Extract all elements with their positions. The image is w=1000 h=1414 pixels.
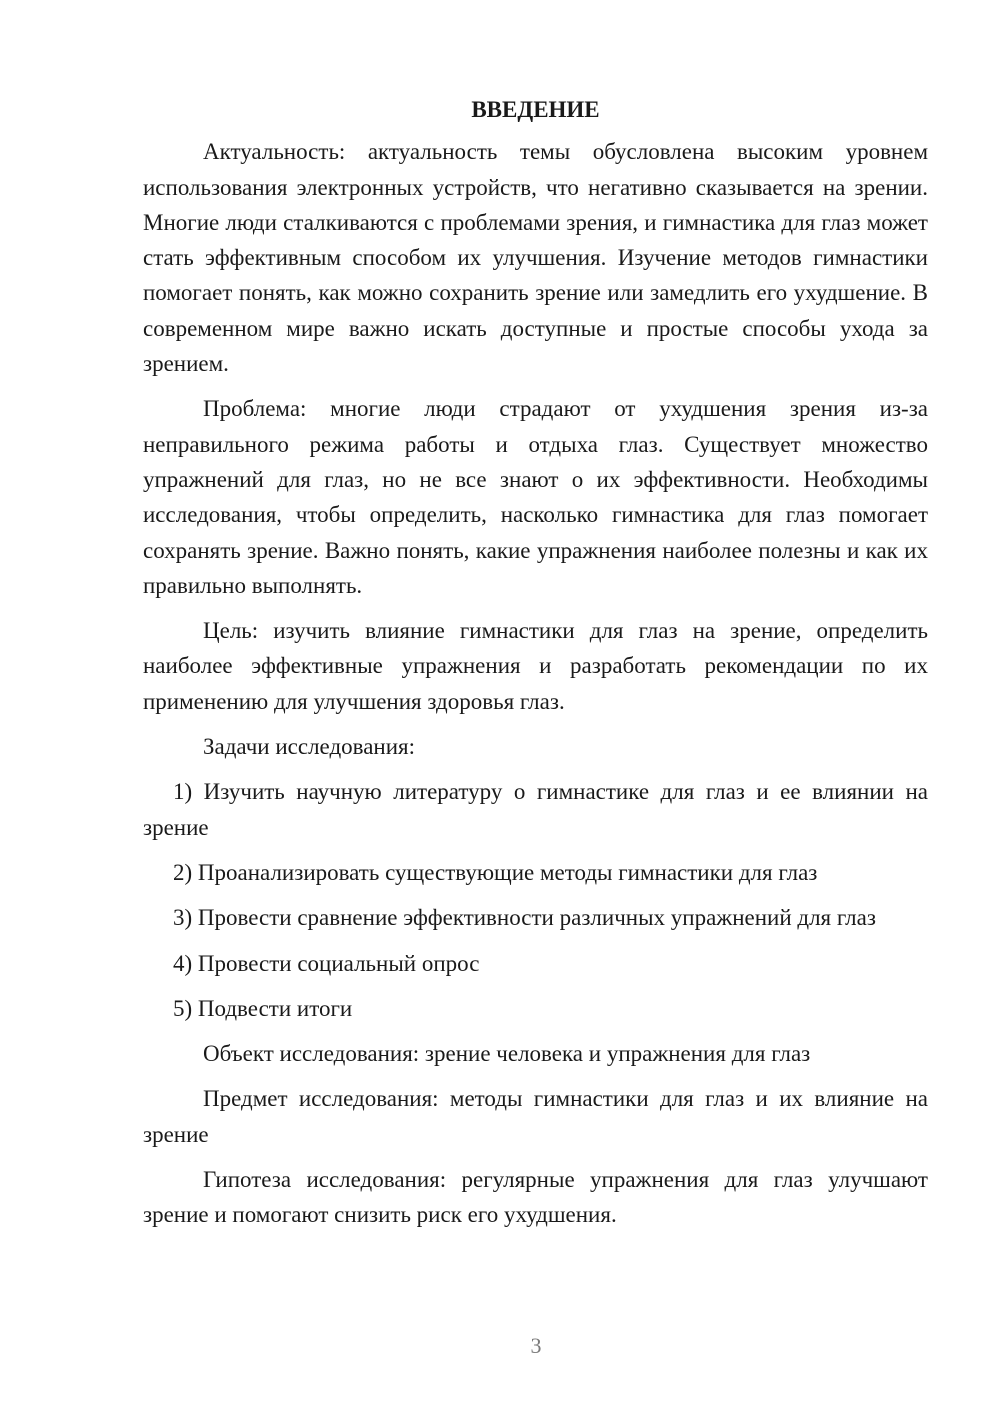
task-item-2: 2) Проанализировать существующие методы гимнастики для глаз — [173, 859, 818, 885]
paragraph-subject: Предмет исследования: методы гимнастики для глаз и их влияние на зрение — [143, 1086, 928, 1147]
paragraph-goal: Цель: изучить влияние гимнастики для глаз на зрение, определить наиболее эффективные упражнения и разработать рекомендации по их применению для улучшения здоровья глаз. — [143, 618, 928, 714]
tasks-heading: Задачи исследования: — [203, 734, 416, 760]
task-item-3: 3) Провести сравнение эффективности различных упражнений для глаз — [173, 905, 876, 931]
task-item-4: 4) Провести социальный опрос — [173, 950, 480, 976]
document-body — [143, 92, 928, 1233]
paragraph-problem: Проблема: многие люди страдают от ухудшения зрения из-за неправильного режима работы и отдыха глаз. Существует множество упражнений для глаз, но не все знают о их эффективности. Необходимы исследования, чтобы определить, насколько гимнастика для глаз помогает сохранять зрение. Важно понять, какие упражнения наиболее полезны и как их правильно выполнять. — [143, 396, 928, 598]
paragraph-object: Объект исследования: зрение человека и упражнения для глаз — [203, 1041, 811, 1067]
task-item-5: 5) Подвести итоги — [173, 995, 353, 1021]
paragraph-hypothesis: Гипотеза исследования: регулярные упражнения для глаз улучшают зрение и помогают снизить риск его ухудшения. — [143, 1167, 928, 1228]
task-item-1: 1) Изучить научную литературу о гимнастике для глаз и ее влиянии на зрение — [143, 779, 928, 840]
paragraph-relevance: Актуальность: актуальность темы обусловлена высоким уровнем использования электронных устройств, что негативно сказывается на зрении. Многие люди сталкиваются с проблемами зрения, и гимнастика для глаз может стать эффективным способом их улучшения. Изучение методов гимнастики помогает понять, как можно сохранить зрение или замедлить его ухудшение. В современном мире важно искать доступные и простые способы ухода за зрением. — [143, 139, 928, 377]
page-number: 3 — [530, 1333, 542, 1358]
page-title: ВВЕДЕНИЕ — [471, 97, 600, 122]
